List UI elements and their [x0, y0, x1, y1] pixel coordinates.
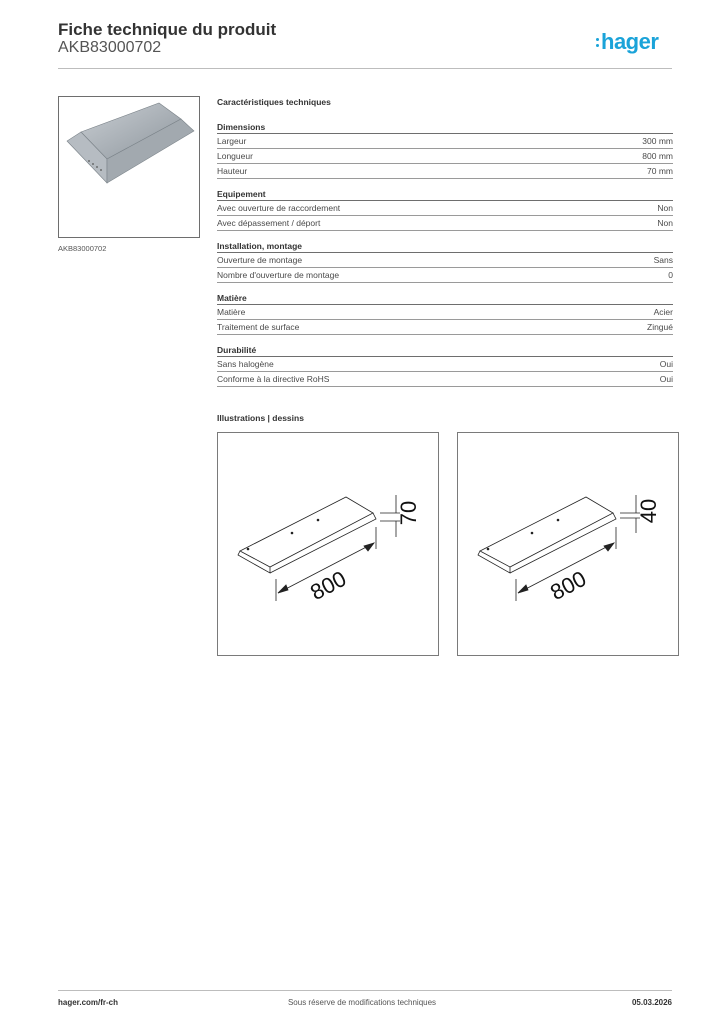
spec-label: Hauteur	[217, 166, 248, 176]
length-dimension: 800	[306, 565, 351, 606]
group-title: Dimensions	[217, 121, 673, 134]
header-divider	[58, 68, 672, 69]
height-dimension: 70	[396, 500, 421, 526]
spec-row	[217, 216, 673, 231]
length-dimension: 800	[546, 565, 591, 606]
spec-row	[217, 268, 673, 283]
spec-row	[217, 149, 673, 164]
spec-group-dimensions	[217, 121, 673, 179]
illustrations-heading: Illustrations | dessins	[217, 413, 304, 423]
spec-label: Sans halogène	[217, 359, 274, 369]
footer-divider	[58, 990, 672, 991]
logo-text: hager	[601, 29, 659, 54]
spec-row	[217, 253, 673, 268]
spec-row	[217, 201, 673, 216]
spec-value: Sans	[653, 255, 673, 265]
technical-drawing-2	[457, 432, 679, 656]
spec-group-installation	[217, 240, 673, 283]
dimension-drawing-icon	[218, 433, 438, 655]
spec-value: Non	[657, 218, 673, 228]
height-dimension: 40	[636, 498, 661, 524]
logo-dots-icon	[596, 38, 599, 47]
spec-label: Traitement de surface	[217, 322, 300, 332]
spec-value: 0	[668, 270, 673, 280]
cover-plate-render-icon	[59, 97, 199, 237]
spec-group-equipment	[217, 188, 673, 231]
technical-drawing-1	[217, 432, 439, 656]
product-image-caption: AKB83000702	[58, 244, 107, 253]
dimension-drawing-icon	[458, 433, 678, 655]
spec-label: Conforme à la directive RoHS	[217, 374, 330, 384]
spec-value: Zingué	[647, 322, 673, 332]
spec-row	[217, 305, 673, 320]
spec-label: Ouverture de montage	[217, 255, 303, 265]
spec-row	[217, 164, 673, 179]
spec-label: Matière	[217, 307, 246, 317]
group-title: Durabilité	[217, 344, 673, 357]
group-title: Equipement	[217, 188, 673, 201]
spec-row	[217, 357, 673, 372]
spec-value: Non	[657, 203, 673, 213]
spec-row	[217, 134, 673, 149]
spec-value: Acier	[653, 307, 673, 317]
specs-heading: Caractéristiques techniques	[217, 97, 331, 107]
product-reference: AKB83000702	[58, 39, 162, 56]
spec-value: Oui	[659, 374, 673, 384]
group-title: Installation, montage	[217, 240, 673, 253]
spec-label: Avec dépassement / déport	[217, 218, 321, 228]
technical-specs	[217, 96, 673, 396]
spec-group-durability	[217, 344, 673, 387]
spec-row	[217, 320, 673, 335]
spec-label: Nombre d'ouverture de montage	[217, 270, 340, 280]
page-title: Fiche technique du produit	[58, 20, 277, 39]
hager-logo	[596, 29, 658, 55]
product-image	[58, 96, 200, 238]
footer-notice: Sous réserve de modifications techniques	[287, 998, 437, 1007]
spec-value: 300 mm	[642, 136, 673, 146]
spec-group-material	[217, 292, 673, 335]
spec-label: Avec ouverture de raccordement	[217, 203, 341, 213]
group-title: Matière	[217, 292, 673, 305]
spec-value: Oui	[659, 359, 673, 369]
spec-label: Longueur	[217, 151, 253, 161]
spec-value: 70 mm	[647, 166, 673, 176]
spec-label: Largeur	[217, 136, 247, 146]
spec-value: 800 mm	[642, 151, 673, 161]
spec-row	[217, 372, 673, 387]
footer-website-link[interactable]: hager.com/fr-ch	[58, 998, 119, 1007]
footer-date: 05.03.2026	[631, 998, 672, 1007]
